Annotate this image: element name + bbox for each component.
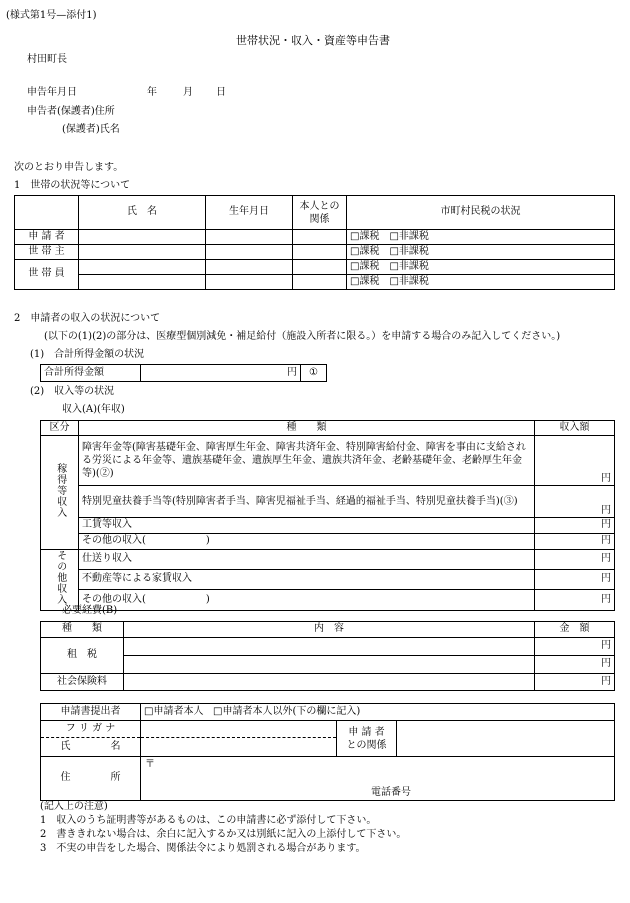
submitter-label: 申請書提出者 <box>41 704 141 721</box>
phone-label: 電話番号 <box>371 786 411 798</box>
relation-input[interactable] <box>397 721 615 757</box>
income-row-other1-amount[interactable]: 円 <box>535 534 615 550</box>
total-income-label: 合計所得金額 <box>41 365 141 382</box>
form-number: (様式第1号—添付1) <box>6 10 97 21</box>
sub2-title: (2) 収入等の状況 <box>30 386 115 397</box>
tax-amount-1[interactable]: 円 <box>535 638 615 656</box>
intro-text: 次のとおり申告します。 <box>14 162 124 173</box>
option-other[interactable]: □申請者本人以外(下の欄に記入) <box>213 705 361 717</box>
income-row-pension-amount[interactable]: 円 <box>535 436 615 486</box>
header-relation: 本人との 関係 <box>293 196 347 230</box>
yen-unit: 円 <box>287 366 297 378</box>
header-birth: 生年月日 <box>206 196 293 230</box>
row-head-tax[interactable]: □課税 □非課税 <box>347 245 615 260</box>
row-applicant-tax[interactable]: □課税 □非課税 <box>347 230 615 245</box>
relation-label: 申 請 者 との関係 <box>337 721 397 757</box>
expense-header-amount: 金 額 <box>535 622 615 638</box>
expense-header-content: 内 容 <box>124 622 535 638</box>
date-label: 申告年月日 <box>27 87 77 98</box>
income-row-pension: 障害年金等(障害基礎年金、障害厚生年金、障害共済年金、特別障害給付金、障害を事由に支給される労災による年金等、遺族基礎年金、遺族厚生年金、遺族共済年金、老齢基礎年金、老齢厚生年金等)(②) <box>79 436 535 486</box>
postal-mark: 〒 <box>145 759 155 770</box>
section1-title: 1 世帯の状況等について <box>14 180 131 191</box>
row-member1-relation[interactable] <box>293 260 347 275</box>
income-row-other2-amount[interactable]: 円 <box>535 590 615 610</box>
row-member2-relation[interactable] <box>293 275 347 290</box>
income-table <box>40 420 615 611</box>
row-member1-tax[interactable]: □課税 □非課税 <box>347 260 615 275</box>
row-applicant-label: 申 請 者 <box>15 230 79 245</box>
section2-note: (以下の(1)(2)の部分は、医療型個別減免・補足給付（施設入所者に限る。）を申請する場合のみ記入してください。) <box>44 331 561 342</box>
insurance-label: 社会保険料 <box>41 674 124 691</box>
tax-content-1[interactable] <box>124 638 535 656</box>
income-row-rent: 不動産等による家賃収入 <box>79 570 535 590</box>
header-tax: 市町村民税の状況 <box>347 196 615 230</box>
insurance-content[interactable] <box>124 674 535 691</box>
address-input[interactable] <box>141 757 615 801</box>
date-day: 日 <box>216 87 226 98</box>
income-row-other2: その他の収入( ) <box>79 590 535 610</box>
note-3: 3 不実の申告をした場合、関係法令により処罰される場合があります。 <box>40 843 366 854</box>
row-head-name[interactable] <box>79 245 206 260</box>
sub1-title: (1) 合計所得金額の状況 <box>30 349 145 360</box>
insurance-amount[interactable]: 円 <box>535 674 615 691</box>
income-title: 収入(A)(年収) <box>62 404 125 415</box>
income-row-allowance-amount[interactable]: 円 <box>535 486 615 518</box>
expense-title: 必要経費(B) <box>62 605 118 616</box>
date-month: 月 <box>183 87 193 98</box>
income-row-rent-amount[interactable]: 円 <box>535 570 615 590</box>
row-member-label: 世 帯 員 <box>15 260 79 290</box>
submitter-options <box>141 704 615 721</box>
address-label: 住 所 <box>41 757 141 801</box>
income-row-allowance: 特別児童扶養手当等(特別障害者手当、障害児福祉手当、経過的福祉手当、特別児童扶養手当)(③) <box>79 486 535 518</box>
row-member1-birth[interactable] <box>206 260 293 275</box>
option-self[interactable]: □申請者本人 <box>144 705 204 717</box>
expense-table <box>40 621 615 691</box>
furigana-label: フ リ ガ ナ <box>41 721 141 738</box>
row-member2-tax[interactable]: □課税 □非課税 <box>347 275 615 290</box>
header-blank <box>15 196 79 230</box>
note-2: 2 書ききれない場合は、余白に記入するか又は別紙に記入の上添付して下さい。 <box>40 829 407 840</box>
row-head-label: 世 帯 主 <box>15 245 79 260</box>
tax-content-2[interactable] <box>124 656 535 674</box>
income-row-remittance: 仕送り収入 <box>79 550 535 570</box>
tax-label: 租 税 <box>41 638 124 674</box>
tax-amount-2[interactable]: 円 <box>535 656 615 674</box>
circle-1: ① <box>301 365 327 382</box>
applicant-address-label: 申告者(保護者)住所 <box>27 106 115 117</box>
row-head-relation[interactable] <box>293 245 347 260</box>
income-row-wages-amount[interactable]: 円 <box>535 518 615 534</box>
income-header-type: 種 類 <box>79 421 535 436</box>
income-header-category: 区分 <box>41 421 79 436</box>
row-member2-birth[interactable] <box>206 275 293 290</box>
furigana-input[interactable] <box>141 721 337 738</box>
addressee: 村田町長 <box>27 54 67 65</box>
applicant-name-label: (保護者)氏名 <box>62 124 120 135</box>
name-label: 氏 名 <box>41 738 141 757</box>
total-income-value[interactable] <box>141 365 301 382</box>
date-year: 年 <box>147 87 157 98</box>
row-member2-name[interactable] <box>79 275 206 290</box>
row-applicant-birth[interactable] <box>206 230 293 245</box>
row-applicant-relation[interactable] <box>293 230 347 245</box>
note-1: 1 収入のうち証明書等があるものは、この申請書に必ず添付して下さい。 <box>40 815 377 826</box>
income-row-wages: 工賃等収入 <box>79 518 535 534</box>
row-member1-name[interactable] <box>79 260 206 275</box>
income-row-remittance-amount[interactable]: 円 <box>535 550 615 570</box>
total-income-table <box>40 364 327 382</box>
group-other: その他収入 <box>41 550 79 611</box>
section2-title: 2 申請者の収入の状況について <box>14 313 161 324</box>
expense-header-type: 種 類 <box>41 622 124 638</box>
header-name: 氏 名 <box>79 196 206 230</box>
group-earned: 稼得等収入 <box>41 436 79 550</box>
income-row-other1: その他の収入( ) <box>79 534 535 550</box>
notes-title: (記入上の注意) <box>40 801 108 812</box>
name-input[interactable] <box>141 738 337 757</box>
submitter-table <box>40 703 615 801</box>
income-header-amount: 収入額 <box>535 421 615 436</box>
page-title: 世帯状況・収入・資産等申告書 <box>236 34 390 47</box>
row-applicant-name[interactable] <box>79 230 206 245</box>
row-head-birth[interactable] <box>206 245 293 260</box>
household-table <box>14 195 615 290</box>
